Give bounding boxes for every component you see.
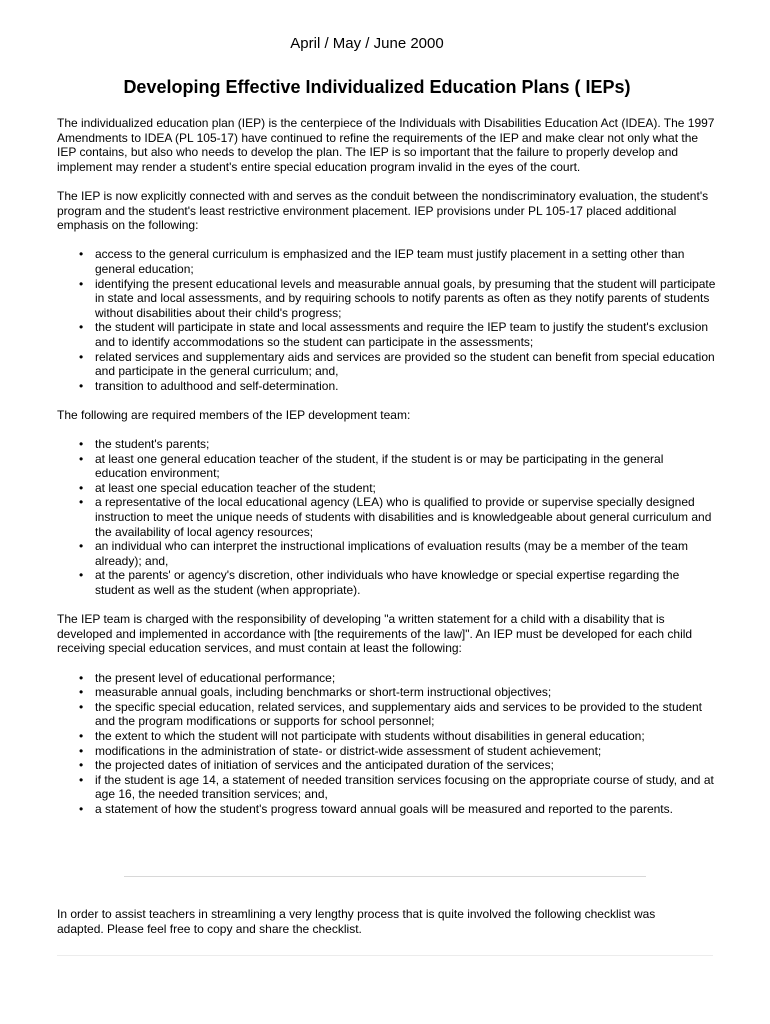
bottom-divider bbox=[57, 955, 713, 956]
list-item bbox=[79, 743, 717, 759]
list-item-text: the specific special education, related services, and supplementary aids and services to be provided to the student and the program modifications or supports for school personnel; bbox=[95, 699, 703, 729]
bullet-icon: • bbox=[79, 539, 84, 554]
list-item bbox=[79, 758, 717, 773]
contents-intro: The IEP team is charged with the responsibility of developing "a written statement for a child with a disability that is developed and implemented in accordance with [the requirements of the law]". An IEP must be developed for each child receiving special education services, and must contain at least the following: bbox=[57, 612, 693, 656]
bullet-icon: • bbox=[79, 801, 84, 816]
issue-date: April / May / June 2000 bbox=[290, 35, 444, 52]
bullet-icon: • bbox=[79, 437, 84, 452]
bullet-icon: • bbox=[79, 349, 84, 364]
list-item bbox=[79, 451, 717, 481]
list-item-text: identifying the present educational levels and measurable annual goals, by presuming that the student will participate in state and local assessments, and by requiring schools to notify parents as often as they notify parents of students without disabilities about their child's progress; bbox=[95, 276, 716, 320]
intro-paragraph-2: The IEP is now explicitly connected with and serves as the conduit between the nondiscriminatory evaluation, the student's program and the student's least restrictive environment placement. IEP provisions under PL 105-17 placed additional emphasis on the following: bbox=[57, 188, 709, 233]
list-item-text: at least one special education teacher of the student; bbox=[95, 480, 376, 495]
bullet-icon: • bbox=[79, 772, 84, 787]
list-item bbox=[79, 378, 717, 394]
bullet-icon: • bbox=[79, 378, 84, 393]
closing-paragraph: In order to assist teachers in streamlining a very lengthy process that is quite involved the following checklist was adapted. Please feel free to copy and share the checklist. bbox=[57, 907, 656, 936]
bullet-icon: • bbox=[79, 743, 84, 758]
list-item-text: the present level of educational performance; bbox=[95, 670, 336, 685]
list-item bbox=[79, 568, 717, 597]
list-item bbox=[79, 276, 717, 321]
list-item bbox=[79, 495, 717, 539]
bullet-icon: • bbox=[79, 495, 84, 510]
list-item-text: the student's parents; bbox=[95, 437, 210, 452]
list-item bbox=[79, 480, 717, 496]
list-item bbox=[79, 801, 717, 817]
list-item-text: the student will participate in state and local assessments and require the IEP team to justify the student's exclusion and to identify accommodations so the student can participate in the assessments; bbox=[95, 320, 709, 349]
list-item bbox=[79, 699, 717, 729]
list-item-text: at least one general education teacher of the student, if the student is or may be participating in the general education environment; bbox=[95, 451, 664, 481]
list-item-text: modifications in the administration of state- or district-wide assessment of student achievement; bbox=[95, 743, 602, 758]
bullet-icon: • bbox=[79, 685, 84, 700]
list-item-text: a statement of how the student's progress toward annual goals will be measured and reported to the parents. bbox=[95, 801, 673, 816]
list-item-text: access to the general curriculum is emphasized and the IEP team must justify placement in a setting other than general education; bbox=[95, 247, 685, 276]
intro-paragraph-1: The individualized education plan (IEP) is the centerpiece of the Individuals with Disabilities Education Act (IDEA). The 1997 Amendments to IDEA (PL 105-17) have continued to refine the requirements of the IEP and make clear not only what the IEP contains, but also who needs to develop the plan. The IEP is so important that the failure to properly develop and implement may render a student's entire special education program invalid in the eyes of the court. bbox=[57, 116, 715, 174]
list-item-text: the projected dates of initiation of services and the anticipated duration of the services; bbox=[95, 758, 554, 773]
bullet-icon: • bbox=[79, 699, 84, 714]
list-item-text: the extent to which the student will not participate with students without disabilities in general education; bbox=[95, 728, 645, 743]
bullet-icon: • bbox=[79, 247, 84, 262]
list-item-text: transition to adulthood and self-determination. bbox=[95, 378, 339, 393]
members-intro: The following are required members of the IEP development team: bbox=[57, 407, 411, 422]
contents-list bbox=[57, 671, 717, 817]
section-divider bbox=[124, 876, 646, 877]
list-item-text: a representative of the local educational agency (LEA) who is qualified to provide or supervise specially designed instruction to meet the unique needs of students with disabilities and is knowledgeable about general curriculum and the availability of local agency resources; bbox=[95, 495, 712, 539]
article-body bbox=[57, 116, 717, 831]
list-item-text: at the parents' or agency's discretion, other individuals who have knowledge or special expertise regarding the student as well as the student (when appropriate). bbox=[95, 568, 680, 597]
list-item bbox=[79, 320, 717, 349]
bullet-icon: • bbox=[79, 276, 84, 291]
bullet-icon: • bbox=[79, 568, 84, 583]
bullet-icon: • bbox=[79, 480, 84, 495]
bullet-icon: • bbox=[79, 670, 84, 685]
bullet-icon: • bbox=[79, 758, 84, 773]
bullet-icon: • bbox=[79, 728, 84, 743]
list-item bbox=[79, 728, 717, 744]
page-title: Developing Effective Individualized Education Plans ( IEPs) bbox=[123, 77, 631, 97]
list-item bbox=[79, 670, 717, 686]
list-item bbox=[79, 539, 717, 568]
list-item-text: related services and supplementary aids and services are provided so the student can benefit from special education and participate in the general curriculum; and, bbox=[95, 349, 715, 379]
list-item bbox=[79, 772, 717, 802]
members-list bbox=[57, 437, 717, 598]
list-item-text: an individual who can interpret the instructional implications of evaluation results (may be a member of the team already); and, bbox=[95, 539, 688, 568]
list-item-text: if the student is age 14, a statement of needed transition services focusing on the appropriate course of study, and at age 16, the needed transition services; and, bbox=[95, 772, 714, 802]
list-item bbox=[79, 247, 717, 276]
list-item bbox=[79, 349, 717, 379]
list-item bbox=[79, 685, 717, 700]
bullet-icon: • bbox=[79, 320, 84, 335]
bullet-icon: • bbox=[79, 451, 84, 466]
emphasis-list bbox=[57, 247, 717, 393]
list-item bbox=[79, 437, 717, 452]
list-item-text: measurable annual goals, including benchmarks or short-term instructional objectives; bbox=[95, 685, 552, 700]
